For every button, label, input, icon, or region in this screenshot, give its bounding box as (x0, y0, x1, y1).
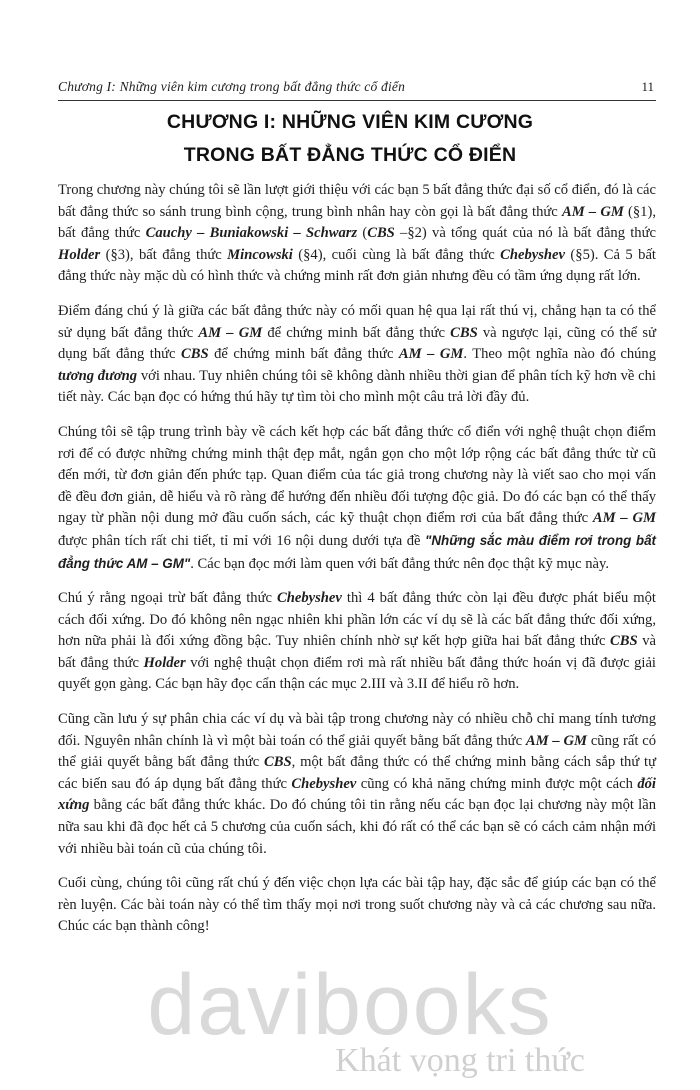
emphasis-term: Chebyshev (277, 590, 342, 607)
header-divider (58, 100, 656, 101)
emphasis-term: AM – GM (525, 732, 588, 749)
paragraph: Chú ý rằng ngoại trừ bất đẳng thức Chebyshev thì 4 bất đẳng thức còn lại đều được phát biểu một cách đối xứng. Do đó không nên ngạc nhiên khi phần lớn các ví dụ sẽ là các bất đẳng thức đối xứng, hơn nữa phải là đối xứng đồng bậc. Tuy nhiên chính nhờ sự kết hợp giữa hai bất đẳng thức CBS và bất đẳng thức Holder với nghệ thuật chọn điểm rơi mà rất nhiều bất đẳng thức hoán vị đã được giải quyết gọn gàng. Các bạn hãy đọc cẩn thận các mục 2.III và 3.II để hiểu rõ hơn. (58, 590, 656, 693)
paragraph: Cũng cần lưu ý sự phân chia các ví dụ và bài tập trong chương này có nhiều chỗ chỉ mang tính tương đối. Nguyên nhân chính là vì một bài toán có thể giải quyết bằng bất đẳng thức AM – GM cũng rất có thể giải quyết bằng bất đẳng thức CBS, một bất đẳng thức có thể chứng minh bằng cách sắp thứ tự các biến sau đó áp dụng bất đẳng thức Chebyshev cũng có khả năng chứng minh được một cách đối xứng bằng các bất đẳng thức khác. Do đó chúng tôi tin rằng nếu các bạn đọc lại chương này một lần nữa sau khi đã đọc hết cả 5 chương của cuốn sách, khi đó rất có thể các bạn sẽ có cách cảm nhận mới với nhiều bài toán cũ của chúng tôi. (58, 711, 656, 857)
emphasis-term: Cauchy – Buniakowski – Schwarz (145, 225, 358, 242)
emphasis-term: CBS (264, 754, 292, 771)
running-header-title: Chương I: Những viên kim cương trong bất đẳng thức cổ điển (58, 79, 406, 94)
emphasis-term: AM – GM (398, 346, 464, 363)
emphasis-term: tương đương (58, 367, 138, 384)
paragraph: Điểm đáng chú ý là giữa các bất đẳng thức này có mối quan hệ qua lại rất thú vị, chẳng hạn ta có thể sử dụng bất đẳng thức AM – GM để chứng minh bất đẳng thức CBS và ngược lại, cũng có thể sử dụng bất đẳng thức CBS để chứng minh bất đẳng thức AM – GM. Theo một nghĩa nào đó chúng tương đương với nhau. Tuy nhiên chúng tôi sẽ không dành nhiều thời gian để phân tích kỹ hơn về chi tiết này. Các bạn đọc có hứng thú hãy tự tìm tòi cho mình một câu trả lời đầy đủ. (58, 302, 657, 406)
emphasis-term: Chebyshev (500, 246, 565, 263)
chapter-title-line-1: CHƯƠNG I: NHỮNG VIÊN KIM CƯƠNG (166, 111, 534, 133)
watermark-slogan: Khát vọng tri thức (335, 1042, 585, 1079)
emphasis-term: CBS (181, 346, 209, 363)
running-header (58, 76, 656, 100)
emphasis-term: Mincowski (227, 246, 293, 263)
emphasis-term: CBS (450, 324, 478, 341)
paragraph: Chúng tôi sẽ tập trung trình bày về cách kết hợp các bất đẳng thức cổ điển với nghệ thuật chọn điểm rơi để có được những chứng minh thật đẹp mắt, ngắn gọn cho một lớp rộng các bất đẳng thức từ cũ đến mới, từ đơn giản đến phức tạp. Quan điểm của tác giả trong chương này là viết sao cho mọi vấn đề đều đơn giản, dễ hiểu và rõ ràng để hướng đến nhiều đối tượng độc giả. Do đó các bạn có thể thấy ngay từ phần nội dung mở đầu cuốn sách, các kỹ thuật chọn điểm rơi của bất đẳng thức AM – GM được phân tích rất chi tiết, tỉ mỉ với 16 nội dung dưới tựa đề "Những sắc màu điểm rơi trong bất đẳng thức AM – GM". Các bạn đọc mới làm quen với bất đẳng thức nên đọc thật kỹ mục này. (58, 423, 656, 572)
watermark-brand: davibooks (147, 957, 553, 1053)
paragraph: Cuối cùng, chúng tôi cũng rất chú ý đến việc chọn lựa các bài tập hay, đặc sắc để giúp các bạn có thể rèn luyện. Các bài toán này có thể tìm thấy mọi nơi trong suốt chương này và cả các chương sau nữa. Chúc các bạn thành công! (58, 875, 656, 935)
emphasis-term: Holder (58, 246, 101, 263)
chapter-title-line-2: TRONG BẤT ĐẲNG THỨC CỔ ĐIỂN (183, 144, 517, 166)
emphasis-term: Chebyshev (291, 775, 357, 792)
quoted-section-title: "Những sắc màu điểm rơi trong bất đẳng thức AM – GM" (58, 532, 656, 571)
emphasis-term: AM – GM (592, 510, 656, 527)
paragraph: Trong chương này chúng tôi sẽ lần lượt giới thiệu với các bạn 5 bất đẳng thức đại số cổ điển, đó là các bất đẳng thức so sánh trung bình cộng, trung bình nhân hay còn gọi là bất đẳng thức AM – GM (§1), bất đẳng thức Cauchy – Buniakowski – Schwarz (CBS –§2) và tổng quát của nó là bất đẳng thức Holder (§3), bất đẳng thức Mincowski (§4), cuối cùng là bất đẳng thức Chebyshev (§5). Cả 5 bất đẳng thức này mặc dù có hình thức và chứng minh rất đơn giản nhưng đều có tầm ứng dụng rất lớn. (58, 182, 656, 285)
emphasis-term: đối xứng (58, 775, 656, 814)
emphasis-term: Holder (143, 654, 186, 671)
emphasis-term: AM – GM (561, 203, 624, 220)
emphasis-term: CBS (610, 633, 638, 650)
page-number: 11 (641, 79, 654, 94)
emphasis-term: AM – GM (198, 324, 263, 341)
body-text (58, 180, 656, 951)
emphasis-term: CBS (367, 225, 395, 242)
